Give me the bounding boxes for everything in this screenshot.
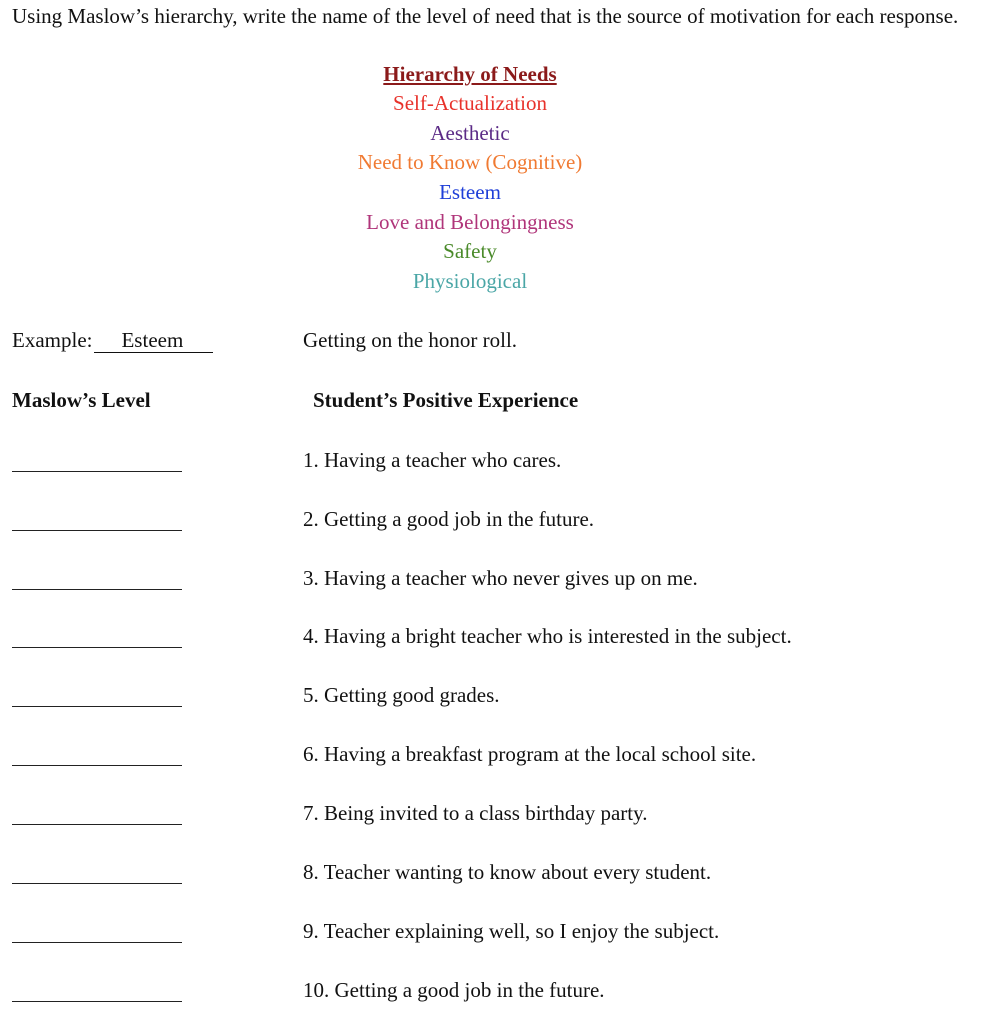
hierarchy-level-safety: Safety — [443, 239, 497, 264]
question-text-10: 10. Getting a good job in the future. — [303, 978, 605, 1002]
question-text-7: 7. Being invited to a class birthday party. — [303, 801, 648, 825]
hierarchy-title: Hierarchy of Needs — [383, 62, 557, 86]
question-text-5: 5. Getting good grades. — [303, 683, 500, 707]
answer-blank-9[interactable] — [12, 942, 182, 943]
answer-blank-1[interactable] — [12, 471, 182, 472]
column-header-maslow-level: Maslow’s Level — [12, 388, 151, 412]
example-answer: Esteem — [94, 328, 213, 353]
question-row — [0, 505, 988, 545]
question-row — [0, 564, 988, 604]
hierarchy-of-needs-list — [270, 60, 670, 297]
question-row — [0, 681, 988, 721]
hierarchy-level-aesthetic: Aesthetic — [430, 120, 510, 145]
answer-blank-4[interactable] — [12, 647, 182, 648]
question-text-8: 8. Teacher wanting to know about every student. — [303, 860, 712, 884]
hierarchy-level-esteem: Esteem — [439, 180, 501, 205]
question-row — [0, 446, 988, 486]
question-row — [0, 799, 988, 839]
hierarchy-level-love-belongingness: Love and Belongingness — [366, 209, 574, 234]
question-row — [0, 858, 988, 898]
question-text-9: 9. Teacher explaining well, so I enjoy the subject. — [303, 919, 720, 943]
answer-blank-5[interactable] — [12, 706, 182, 707]
question-row — [0, 917, 988, 957]
hierarchy-level-physiological: Physiological — [412, 269, 528, 294]
answer-blank-7[interactable] — [12, 824, 182, 825]
question-text-6: 6. Having a breakfast program at the local school site. — [303, 742, 757, 766]
answer-blank-8[interactable] — [12, 883, 182, 884]
example-label: Example: — [12, 328, 93, 352]
answer-blank-6[interactable] — [12, 765, 182, 766]
question-row — [0, 740, 988, 780]
column-header-student-experience: Student’s Positive Experience — [313, 388, 579, 412]
question-row — [0, 976, 988, 1016]
example-text: Getting on the honor roll. — [303, 328, 518, 352]
example-row — [12, 326, 213, 354]
instructions-text: Using Maslow’s hierarchy, write the name of the level of need that is the source of motivation for each response. — [12, 4, 959, 28]
question-text-4: 4. Having a bright teacher who is interested in the subject. — [303, 624, 792, 648]
answer-blank-2[interactable] — [12, 530, 182, 531]
question-text-1: 1. Having a teacher who cares. — [303, 448, 562, 472]
hierarchy-level-self-actualization: Self-Actualization — [393, 91, 547, 115]
hierarchy-level-need-to-know: Need to Know (Cognitive) — [357, 150, 583, 175]
answer-blank-10[interactable] — [12, 1001, 182, 1002]
question-text-3: 3. Having a teacher who never gives up on me. — [303, 566, 698, 590]
answer-blank-3[interactable] — [12, 589, 182, 590]
question-text-2: 2. Getting a good job in the future. — [303, 507, 595, 531]
question-row — [0, 622, 988, 662]
